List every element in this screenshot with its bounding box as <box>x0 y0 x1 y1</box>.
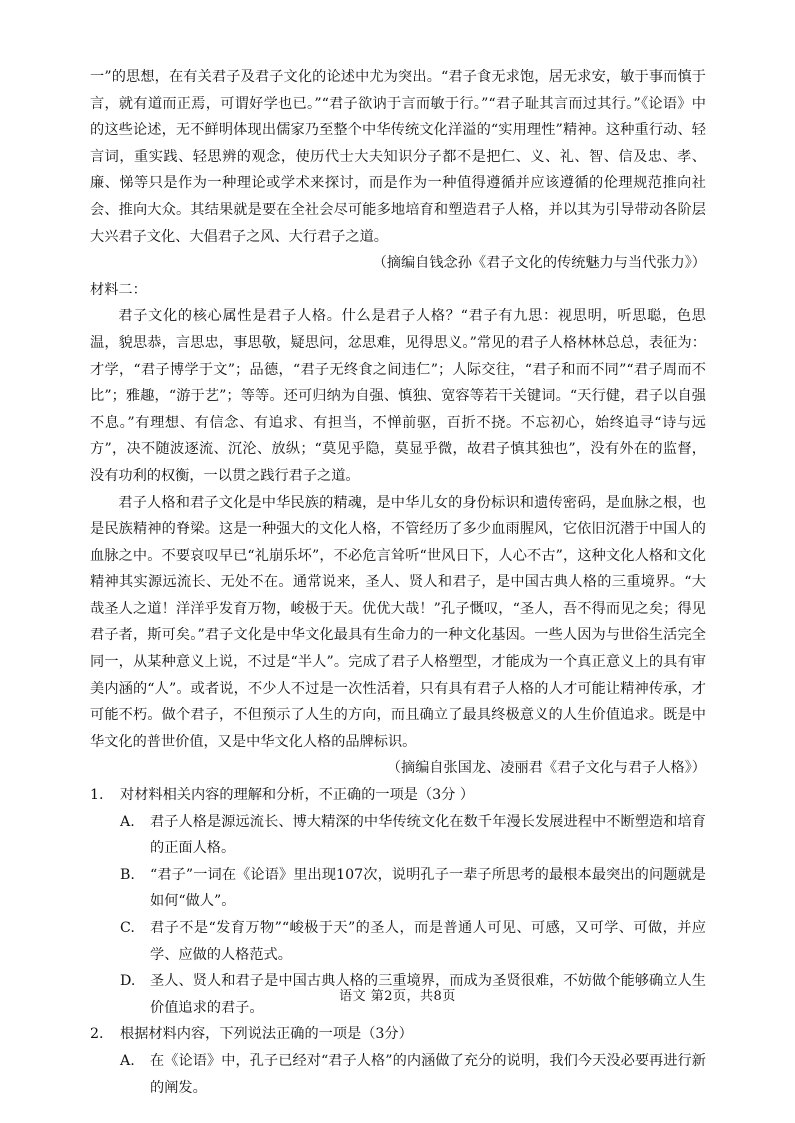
option-a <box>90 809 706 862</box>
option-letter: A. <box>120 1052 135 1069</box>
passage1-paragraph: 一”的思想，在有关君子及君子文化的论述中尤为突出。“君子食无求饱，居无求安，敏于事而慎于言，就有道而正焉，可谓好学也已。”“君子欲讷于言而敏于行。”“君子耻其言而过其行。”《论语》中的这些论述，无不鲜明体现出儒家乃至整个中华传统文化洋溢的“实用理性”精神。这种重行动、轻言词，重实践、轻思辨的观念，使历代士大夫知识分子都不是把仁、义、礼、智、信及忠、孝、廉、悌等只是作为一种理论或学术来探讨，而是作为一种值得遵循并应该遵循的伦理规范推向社会、推向大众。其结果就是要在全社会尽可能多地培育和塑造君子人格，并以其为引导带动各阶层大兴君子文化、大倡君子之风、大行君子之道。 <box>90 69 706 245</box>
option-text: “君子”一词在《论语》里出现107次，说明孔子一辈子所思考的最根本最突出的问题就是如何“做人”。 <box>150 866 706 910</box>
option-letter: B. <box>120 866 135 883</box>
option-letter: A. <box>120 813 135 830</box>
option-text: 圣人、贤人和君子是中国古典人格的三重境界，而成为圣贤很难，不妨做个能够确立人生价值追求的君子。 <box>150 973 706 1016</box>
option-letter: C. <box>120 920 135 936</box>
option-text: 君子不是“发育万物”“峻极于天”的圣人，而是普通人可见、可感，又可学、可做，并应学、应做的人格范式。 <box>150 920 706 963</box>
option-a <box>90 1048 706 1101</box>
passage1-source: （摘编自钱念孙《君子文化的传统魅力与当代张力》） <box>372 255 706 272</box>
option-c <box>90 915 706 968</box>
question-stem: 根据材料内容，下列说法正确的一项是（3分） <box>120 1026 413 1043</box>
question-stem: 对材料相关内容的理解和分析，不正确的一项是（3分 ） <box>120 787 475 804</box>
passage2-heading: 材料二： <box>90 281 147 298</box>
page-footer: 语文 第2页，共8页 <box>339 989 456 1004</box>
passage2-paragraph-2: 君子人格和君子文化是中华民族的精魂，是中华儿女的身份标识和遗传密码，是血脉之根，也是民族精神的脊梁。这是一种强大的文化人格，不管经历了多少血雨腥风，它依旧沉潜于中国人的血脉之中。不要哀叹早已“礼崩乐坏”，不必危言耸听“世风日下，人心不古”，这种文化人格和文化精神其实源远流长、无处不在。通常说来，圣人、贤人和君子，是中国古典人格的三重境界。“大哉圣人之道！洋洋乎发育万物，峻极于天。优优大哉！”孔子慨叹，“圣人，吾不得而见之矣；得见君子者，斯可矣。”君子文化是中华文化最具有生命力的一种文化基因。一些人因为与世俗生活完全同一，从某种意义上说，不过是“半人”。完成了君子人格塑型，才能成为一个真正意义上的具有审美内涵的“人”。或者说，不少人不过是一次性活着，只有具有君子人格的人才可能让精神传承，才可能不朽。做个君子，不但预示了人生的方向，而且确立了最具终极意义的人生价值追求。既是中华文化的普世价值，又是中华文化人格的品牌标识。 <box>90 494 706 750</box>
option-text: 在《论语》中，孔子已经对“君子人格”的内涵做了充分的说明，我们今天没必要再进行新的阐发。 <box>150 1052 706 1096</box>
option-letter: D. <box>120 973 136 990</box>
passage2-source: （摘编自张国龙、凌丽君《君子文化与君子人格》） <box>386 760 706 777</box>
option-text: 君子人格是源远流长、博大精深的中华传统文化在数千年漫长发展进程中不断塑造和培育的正面人格。 <box>150 813 706 857</box>
page-content <box>90 64 706 1101</box>
option-b <box>90 862 706 915</box>
question-number: 1. <box>90 787 104 804</box>
question-number: 2. <box>90 1026 104 1043</box>
question-2 <box>90 1021 706 1101</box>
passage2-paragraph-1: 君子文化的核心属性是君子人格。什么是君子人格？“君子有九思：视思明，听思聪，色思温，貌思恭，言思忠，事思敬，疑思问，忿思难，见得思义。”常见的君子人格林林总总，表征为：才学，“君子博学于文”；品德，“君子无终食之间违仁”；人际交往，“君子和而不同”“君子周而不比”；雅趣，“游于艺”；等等。还可归纳为自强、慎独、宽容等若干关键词。“天行健，君子以自强不息。”有理想、有信念、有追求、有担当，不惮前驱，百折不挠。不忘初心，始终追寻“诗与远方”，决不随波逐流、沉沦、放纵；“莫见乎隐，莫显乎微，故君子慎其独也”，没有外在的监督，没有功利的权衡，一以贯之践行君子之道。 <box>90 308 706 484</box>
